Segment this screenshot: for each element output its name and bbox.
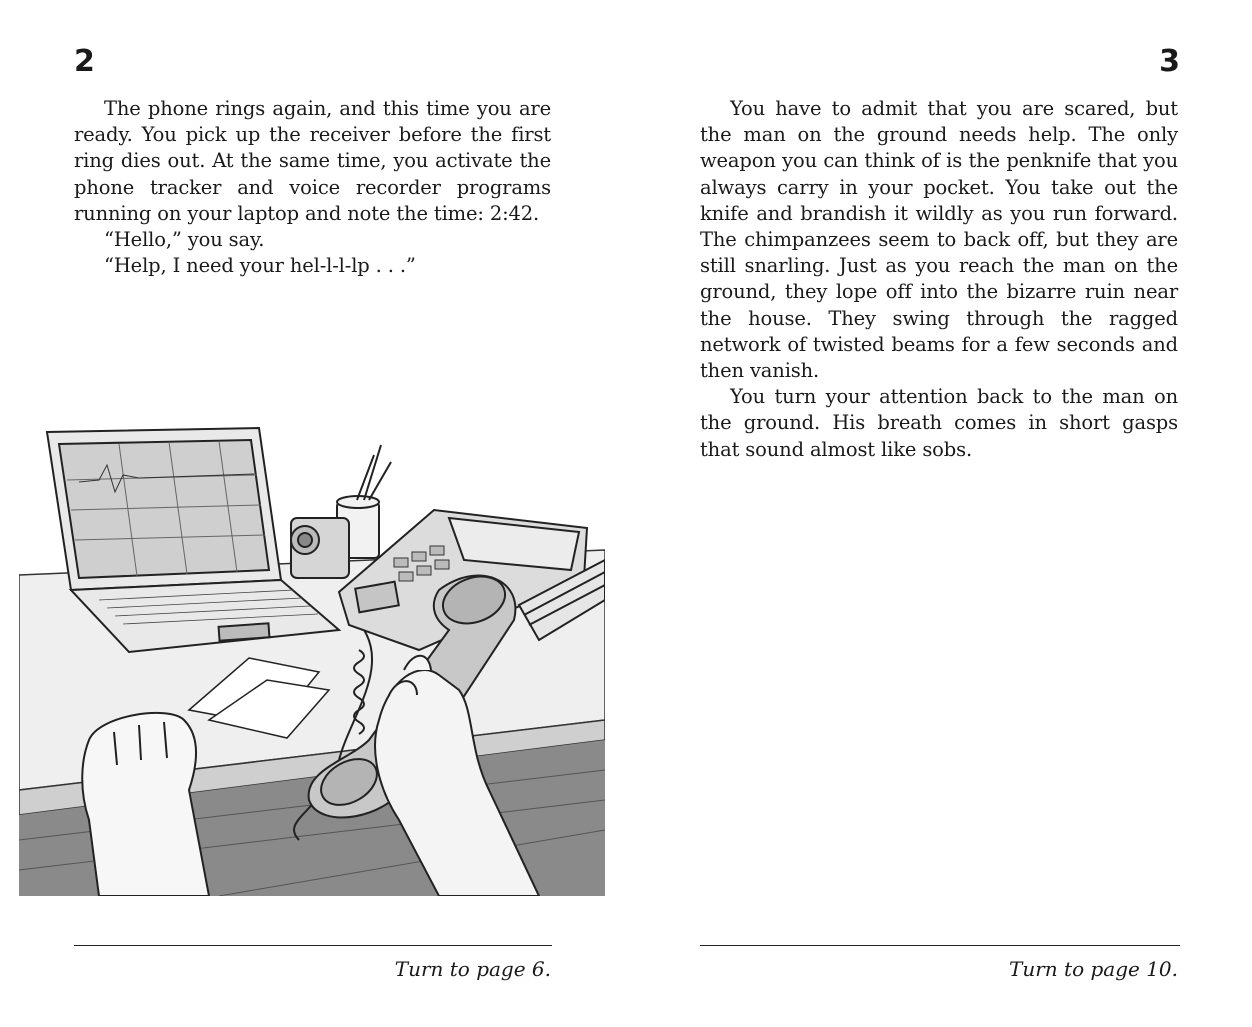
right-page bbox=[626, 0, 1252, 1027]
page-number: 2 bbox=[74, 44, 95, 79]
body-text bbox=[700, 96, 1178, 463]
desk-phone-illustration bbox=[19, 420, 605, 896]
paragraph: “Help, I need your hel-l-l-lp . . .” bbox=[104, 254, 416, 278]
camcorder bbox=[291, 518, 349, 578]
paragraph: “Hello,” you say. bbox=[104, 228, 265, 252]
turn-to-page-link[interactable]: Turn to page 10. bbox=[1009, 957, 1178, 981]
paragraph: You turn your attention back to the man on the ground. His breath comes in short gasps that sound almost like sobs. bbox=[700, 385, 1178, 461]
page-number: 3 bbox=[1159, 44, 1180, 79]
left-hand bbox=[82, 713, 209, 896]
paragraph: The phone rings again, and this time you are ready. You pick up the receiver before the first ring dies out. At the same time, you activate the phone tracker and voice recorder programs running on your laptop and note the time: 2:42. bbox=[74, 97, 551, 225]
body-text bbox=[74, 96, 551, 279]
footer-rule bbox=[700, 945, 1180, 946]
paragraph: You have to admit that you are scared, but the man on the ground needs help. The only weapon you can think of is the penknife that you always carry in your pocket. You take out the knife and brandish it wildly as you run forward. The chimpanzees seem to back off, but they are still snarling. Just as you reach the man on the ground, they lope off into the bizarre ruin near the house. They swing through the ragged network of twisted beams for a few seconds and then vanish. bbox=[700, 97, 1178, 383]
footer-rule bbox=[74, 945, 552, 946]
turn-to-page-link[interactable]: Turn to page 6. bbox=[394, 957, 551, 981]
